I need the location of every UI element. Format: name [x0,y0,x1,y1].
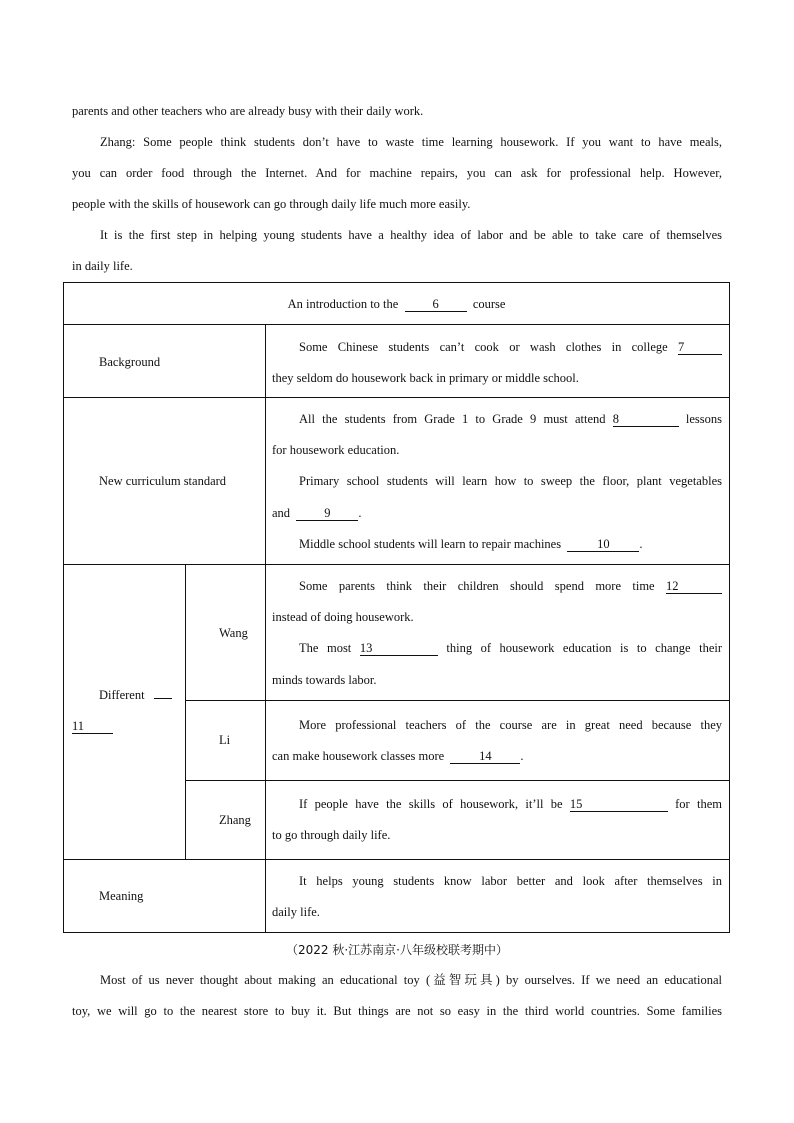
blank-10[interactable]: 10 [567,537,639,552]
person-li: Li [219,733,231,747]
zhang-line: you can order food through the Internet. And for machine repairs, you can ask for professional help. However, [72,166,722,180]
blank-15[interactable]: 15 [570,797,668,812]
blank-7[interactable]: 7 [678,340,722,355]
blank-6[interactable]: 6 [405,297,467,312]
intro-line: parents and other teachers who are already busy with their daily work. [72,104,424,118]
wang-text: Some parents think their children should spend more time 12 instead of doing housework. The most 13 thing of housework education is to change their minds towards labor. [272,579,723,687]
passage-line: Most of us never thought about making an educational toy (益智玩具) by ourselves. If we need an educational [100,973,722,987]
row-label-different: Different [99,687,172,703]
info-table [63,282,730,933]
curriculum-text: All the students from Grade 1 to Grade 9 must attend 8 lessons for housework education. Primary school students will learn how to sweep the floor, plant vegetables and 9 . Middle school students will learn to repair machines 10 . [272,412,722,551]
blank-8[interactable]: 8 [613,412,679,427]
closing-line: in daily life. [72,259,133,273]
different-blank-line [72,718,113,734]
blank-11[interactable]: 11 [72,719,113,734]
table-title: An introduction to the 6 course [287,297,506,311]
closing-line: It is the first step in helping young students have a healthy idea of labor and be able to take care of themselves [100,228,722,242]
background-text: Some Chinese students can’t cook or wash clothes in college 7 they seldom do housework back in primary or middle school. [272,339,722,386]
source-citation: （2022 秋·江苏南京·八年级校联考期中） [286,943,508,957]
zhang-line: people with the skills of housework can go through daily life much more easily. [72,197,471,211]
passage-line: toy, we will go to the nearest store to buy it. But things are not so easy in the third world countries. Some families [72,1004,722,1018]
person-zhang: Zhang [219,813,251,827]
row-label-background: Background [99,355,161,369]
meaning-text: It helps young students know labor better and look after themselves in daily life. [272,874,722,919]
zhang-line: Zhang: Some people think students don’t have to waste time learning housework. If you want to have meals, [100,135,722,149]
zhang-text: If people have the skills of housework, it’ll be 15 for them to go through daily life. [272,797,722,842]
row-label-meaning: Meaning [99,889,144,903]
person-wang: Wang [219,626,248,640]
blank-9[interactable]: 9 [296,506,358,521]
blank-12[interactable]: 12 [666,579,722,594]
blank-13[interactable]: 13 [360,641,438,656]
li-text: More professional teachers of the course are in great need because they can make housework classes more 14 . [272,718,722,763]
blank-14[interactable]: 14 [450,749,520,764]
row-label-curriculum: New curriculum standard [99,474,227,488]
